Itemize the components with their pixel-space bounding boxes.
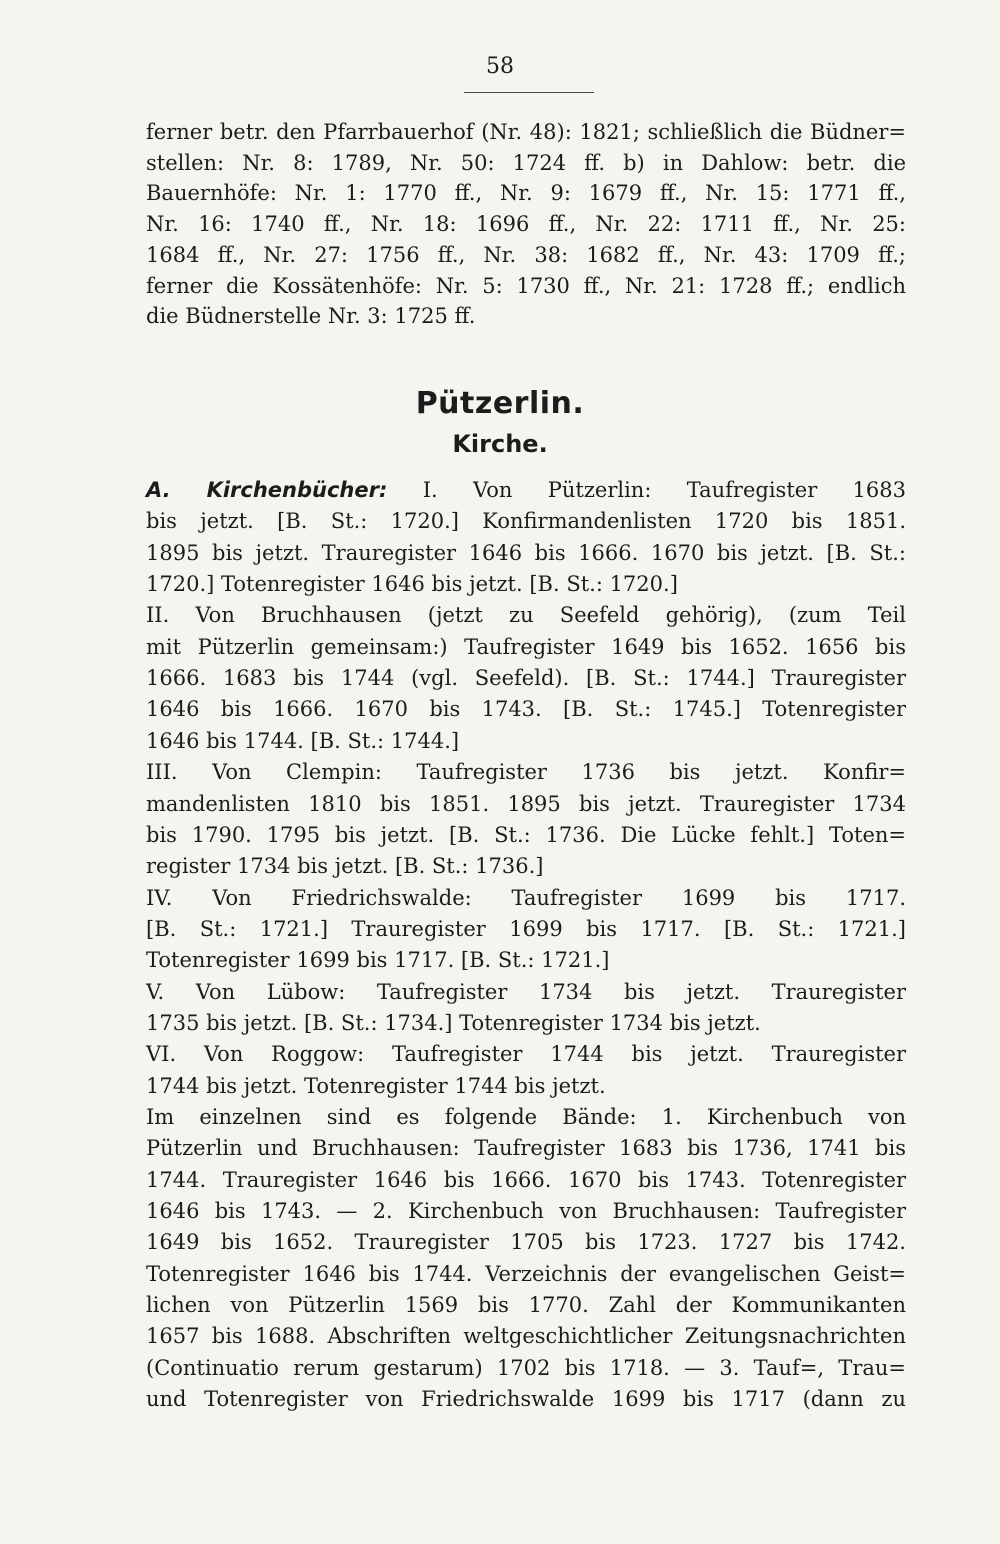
text-line: 1646 bis 1744. [B. St.: 1744.] — [146, 728, 460, 753]
text-line: 1646 bis 1743. — 2. Kirchenbuch von Bruchhausen: Taufregister — [146, 1199, 906, 1224]
text-line: Totenregister 1699 bis 1717. [B. St.: 1721.] — [146, 948, 610, 973]
text-line: 1666. 1683 bis 1744 (vgl. Seefeld). [B. St.: 1744.] Trauregister — [146, 666, 906, 691]
text-line: Im einzelnen sind es folgende Bände: 1. Kirchenbuch von — [146, 1105, 906, 1129]
text-line: 1684 ff., Nr. 27: 1756 ff., Nr. 38: 1682 ff., Nr. 43: 1709 ff.; — [146, 242, 906, 267]
text-line: ferner betr. den Pfarrbauerhof (Nr. 48): 1821; schließlich die Büdner= — [146, 120, 906, 144]
section-title: Pützerlin. — [415, 386, 585, 421]
text-line: 1744. Trauregister 1646 bis 1666. 1670 bis 1743. Totenregister — [146, 1167, 906, 1192]
text-line: Totenregister 1646 bis 1744. Verzeichnis der evangelischen Geist= — [146, 1261, 906, 1286]
text-line — [146, 475, 906, 505]
text-line: VI. Von Roggow: Taufregister 1744 bis jetzt. Trauregister — [146, 1042, 906, 1067]
text-line: register 1734 bis jetzt. [B. St.: 1736.] — [146, 854, 544, 879]
text-line: mandenlisten 1810 bis 1851. 1895 bis jetzt. Trauregister 1734 — [146, 791, 906, 816]
text-line: und Totenregister von Friedrichswalde 1699 bis 1717 (dann zu — [146, 1387, 906, 1412]
page-number-rule — [464, 92, 594, 93]
text-line: bis 1790. 1795 bis jetzt. [B. St.: 1736. Die Lücke fehlt.] Toten= — [146, 822, 906, 847]
text-line: 1657 bis 1688. Abschriften weltgeschichtlicher Zeitungsnachrichten — [146, 1324, 906, 1349]
text-line: ferner die Kossätenhöfe: Nr. 5: 1730 ff., Nr. 21: 1728 ff.; endlich — [146, 273, 906, 298]
text-line: Pützerlin und Bruchhausen: Taufregister 1683 bis 1736, 1741 bis — [146, 1136, 906, 1161]
text-line: stellen: Nr. 8: 1789, Nr. 50: 1724 ff. b) in Dahlow: betr. die — [146, 150, 906, 175]
text-line: V. Von Lübow: Taufregister 1734 bis jetzt. Trauregister — [146, 979, 906, 1004]
text-line: 1744 bis jetzt. Totenregister 1744 bis jetzt. — [146, 1073, 606, 1098]
text-line: Nr. 16: 1740 ff., Nr. 18: 1696 ff., Nr. 22: 1711 ff., Nr. 25: — [146, 212, 906, 237]
text-line: Bauernhöfe: Nr. 1: 1770 ff., Nr. 9: 1679 ff., Nr. 15: 1771 ff., — [146, 181, 906, 206]
text-line: III. Von Clempin: Taufregister 1736 bis jetzt. Konfir= — [146, 760, 906, 785]
text-line: mit Pützerlin gemeinsam:) Taufregister 1649 bis 1652. 1656 bis — [146, 634, 906, 659]
page-number: 58 — [486, 54, 514, 79]
text-line: die Büdnerstelle Nr. 3: 1725 ff. — [146, 304, 476, 329]
part-a-first-line: I. Von Pützerlin: Taufregister 1683 — [387, 478, 907, 502]
text-line: 1895 bis jetzt. Trauregister 1646 bis 1666. 1670 bis jetzt. [B. St.: — [146, 540, 906, 565]
text-line: 1720.] Totenregister 1646 bis jetzt. [B. St.: 1720.] — [146, 572, 678, 597]
text-line: II. Von Bruchhausen (jetzt zu Seefeld gehörig), (zum Teil — [146, 603, 906, 628]
text-line: lichen von Pützerlin 1569 bis 1770. Zahl der Kommunikanten — [146, 1293, 906, 1318]
subsection-title: Kirche. — [452, 430, 548, 458]
text-line: 1649 bis 1652. Trauregister 1705 bis 1723. 1727 bis 1742. — [146, 1230, 906, 1255]
text-line: [B. St.: 1721.] Trauregister 1699 bis 1717. [B. St.: 1721.] — [146, 916, 906, 941]
text-line: (Continuatio rerum gestarum) 1702 bis 1718. — 3. Tauf=, Trau= — [146, 1355, 906, 1380]
text-line: 1735 bis jetzt. [B. St.: 1734.] Totenregister 1734 bis jetzt. — [146, 1010, 761, 1035]
part-a-label: A. Kirchenbücher: — [146, 478, 388, 502]
text-line: IV. Von Friedrichswalde: Taufregister 1699 bis 1717. — [146, 885, 906, 910]
text-line: bis jetzt. [B. St.: 1720.] Konfirmandenlisten 1720 bis 1851. — [146, 509, 906, 534]
text-line: 1646 bis 1666. 1670 bis 1743. [B. St.: 1745.] Totenregister — [146, 697, 906, 722]
